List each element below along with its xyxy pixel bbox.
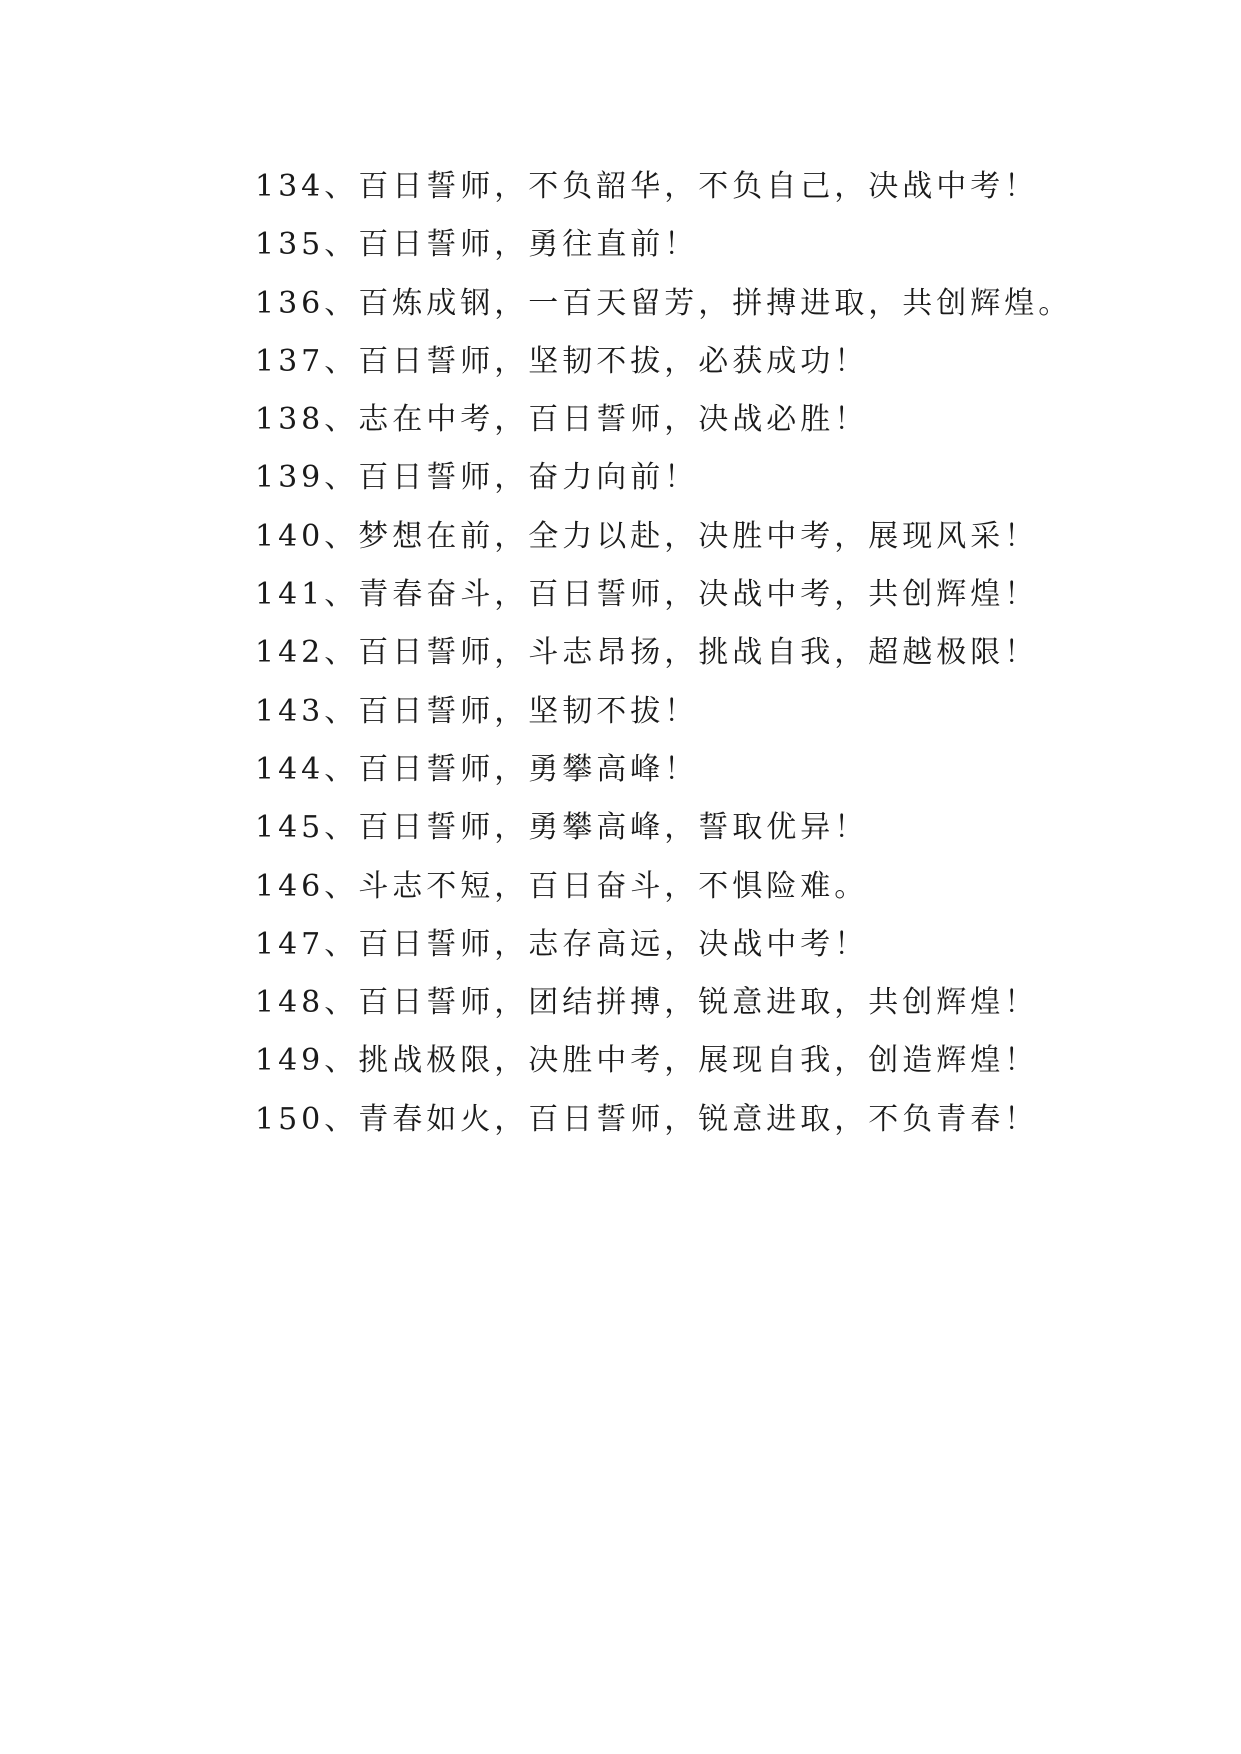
slogan-line-134: 134、百日誓师，不负韶华，不负自己，决战中考！ [255,169,1039,204]
slogan-line-140: 140、梦想在前，全力以赴，决胜中考，展现风采！ [255,518,1039,554]
slogan-line-139: 139、百日誓师，奋力向前！ [255,460,699,496]
slogan-line-136: 136、百炼成钢，一百天留芳，拼搏进取，共创辉煌。 [255,285,1073,321]
slogan-line-150: 150、青春如火，百日誓师，锐意进取，不负青春！ [255,1101,1039,1137]
slogan-line-143: 143、百日誓师，坚韧不拔！ [255,693,699,729]
slogan-line-135: 135、百日誓师，勇往直前！ [255,227,699,263]
slogan-line-145: 145、百日誓师，勇攀高峰，誓取优异！ [255,810,869,846]
slogan-line-141: 141、青春奋斗，百日誓师，决战中考，共创辉煌！ [255,577,1039,613]
slogan-line-148: 148、百日誓师，团结拼搏，锐意进取，共创辉煌！ [255,985,1039,1021]
slogan-line-142: 142、百日誓师，斗志昂扬，挑战自我，超越极限！ [255,635,1039,671]
slogan-line-147: 147、百日誓师，志存高远，决战中考！ [255,926,869,962]
slogan-line-137: 137、百日誓师，坚韧不拔，必获成功！ [255,343,869,379]
slogan-line-144: 144、百日誓师，勇攀高峰！ [255,751,699,787]
slogan-line-149: 149、挑战极限，决胜中考，展现自我，创造辉煌！ [255,1043,1039,1079]
slogan-line-146: 146、斗志不短，百日奋斗，不惧险难。 [255,868,869,904]
slogan-line-138: 138、志在中考，百日誓师，决战必胜！ [255,402,869,438]
slogan-list [255,158,1072,1149]
